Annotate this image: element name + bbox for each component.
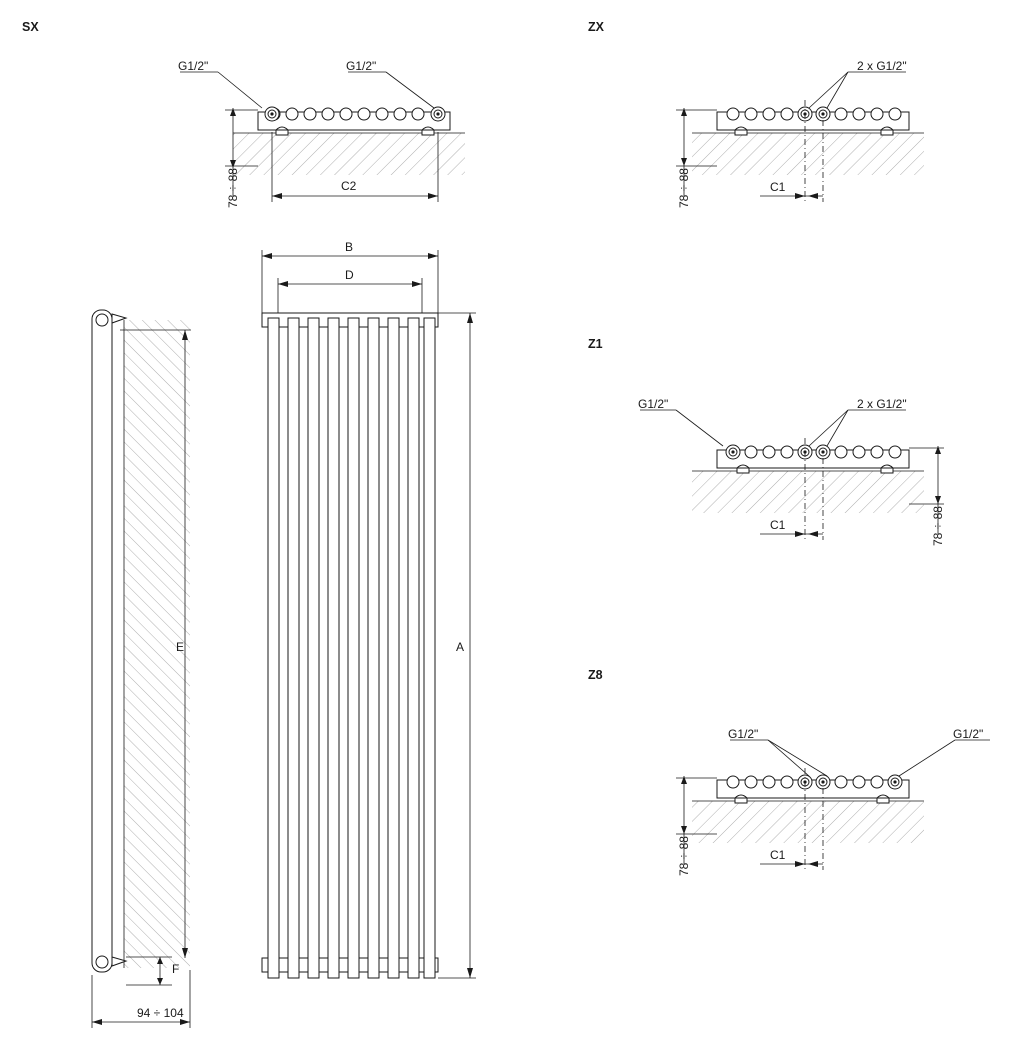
front-view-drawing xyxy=(262,250,476,978)
side-depth-dim-label: 94 ÷ 104 xyxy=(137,1006,184,1020)
z1-thread-left-label: G1/2" xyxy=(638,397,669,411)
z8-top-view-drawing xyxy=(676,740,990,870)
sx-thread-left-label: G1/2" xyxy=(178,59,209,73)
front-dim-b-label: B xyxy=(345,240,354,254)
zx-height-dim-label: 78 ÷ 88 xyxy=(677,168,691,208)
view-label-z1: Z1 xyxy=(588,337,603,351)
sx-top-view-drawing xyxy=(180,72,465,202)
z8-height-dim-label: 78 ÷ 88 xyxy=(677,836,691,876)
view-label-z8: Z8 xyxy=(588,668,603,682)
side-dim-f-label: F xyxy=(172,962,180,976)
zx-top-view-drawing xyxy=(676,72,924,202)
z1-thread-right-label: 2 x G1/2" xyxy=(857,397,907,411)
zx-thread-label: 2 x G1/2" xyxy=(857,59,907,73)
z8-width-dim-label: C1 xyxy=(770,848,786,862)
view-label-zx: ZX xyxy=(588,20,604,34)
view-label-sx: SX xyxy=(22,20,39,34)
z1-width-dim-label: C1 xyxy=(770,518,786,532)
sx-thread-right-label: G1/2" xyxy=(346,59,377,73)
side-view-drawing xyxy=(92,310,191,1028)
front-dim-a-label: A xyxy=(456,640,465,654)
sx-height-dim-label: 78 ÷ 88 xyxy=(226,168,240,208)
z8-thread-left-label: G1/2" xyxy=(728,727,759,741)
z1-top-view-drawing xyxy=(640,410,944,540)
z8-thread-right-label: G1/2" xyxy=(953,727,984,741)
front-dim-d-label: D xyxy=(345,268,354,282)
side-dim-e-label: E xyxy=(176,640,185,654)
sx-width-dim-label: C2 xyxy=(341,179,357,193)
zx-width-dim-label: C1 xyxy=(770,180,786,194)
z1-height-dim-label: 78 ÷ 88 xyxy=(931,506,945,546)
